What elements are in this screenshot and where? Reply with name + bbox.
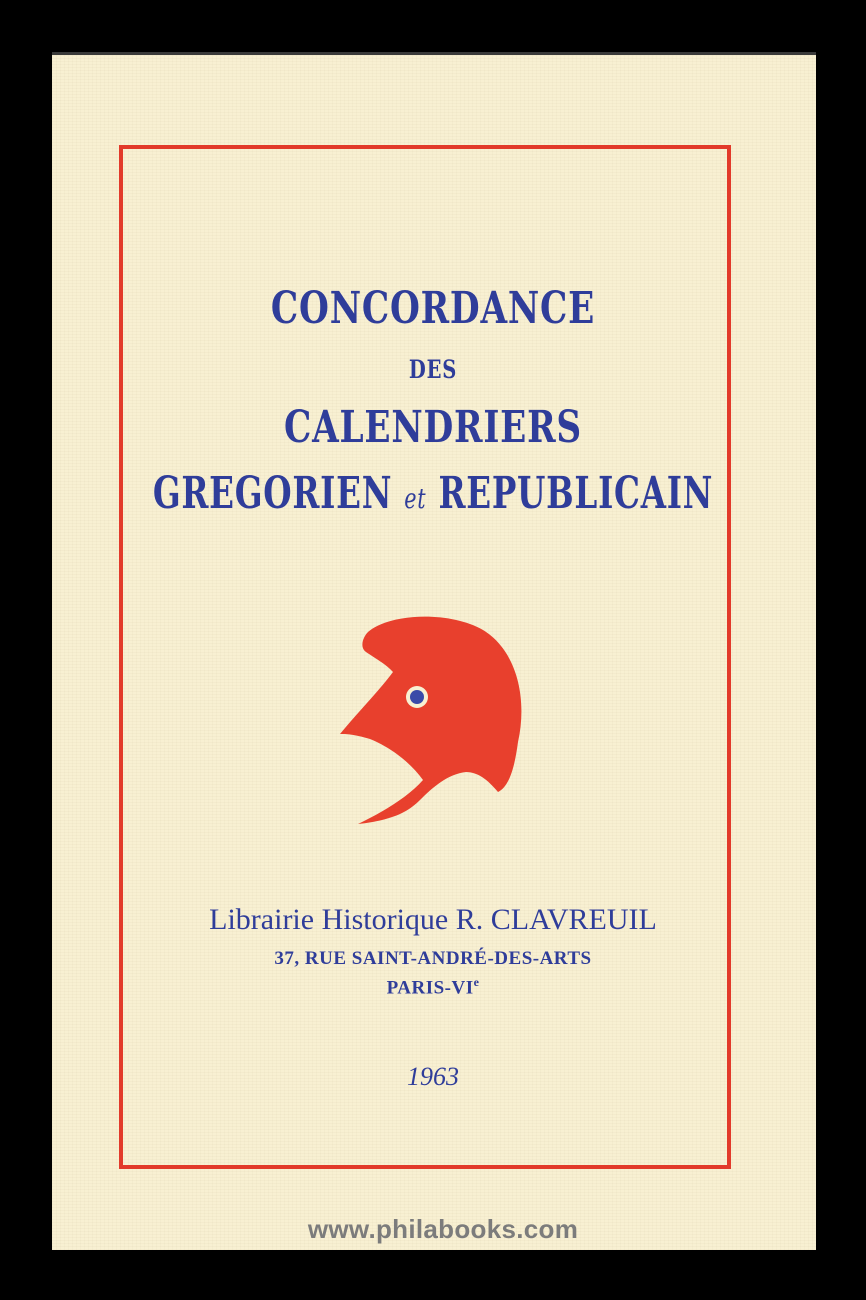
publisher-address: 37, RUE SAINT-ANDRÉ-DES-ARTS [274,948,592,969]
title-word-et: et [404,482,427,515]
title-word-gregorien: GREGORIEN [152,468,393,519]
publisher-city [0,975,866,999]
title-line-des: DES [408,355,458,384]
title-line-concordance: CONCORDANCE [270,283,596,334]
publisher-city-name: PARIS-VI [386,977,474,999]
publisher-city-suffix: e [473,975,480,989]
publisher-name: Librairie Historique R. CLAVREUIL [209,903,657,936]
publication-year: 1963 [407,1062,459,1091]
phrygian-cap-icon [338,612,528,827]
title-line-gregorien-republicain [113,468,754,519]
watermark-url: www.philabooks.com [307,1214,579,1244]
title-word-republicain: REPUBLICAIN [438,468,714,519]
title-line-calendriers: CALENDRIERS [283,402,582,453]
